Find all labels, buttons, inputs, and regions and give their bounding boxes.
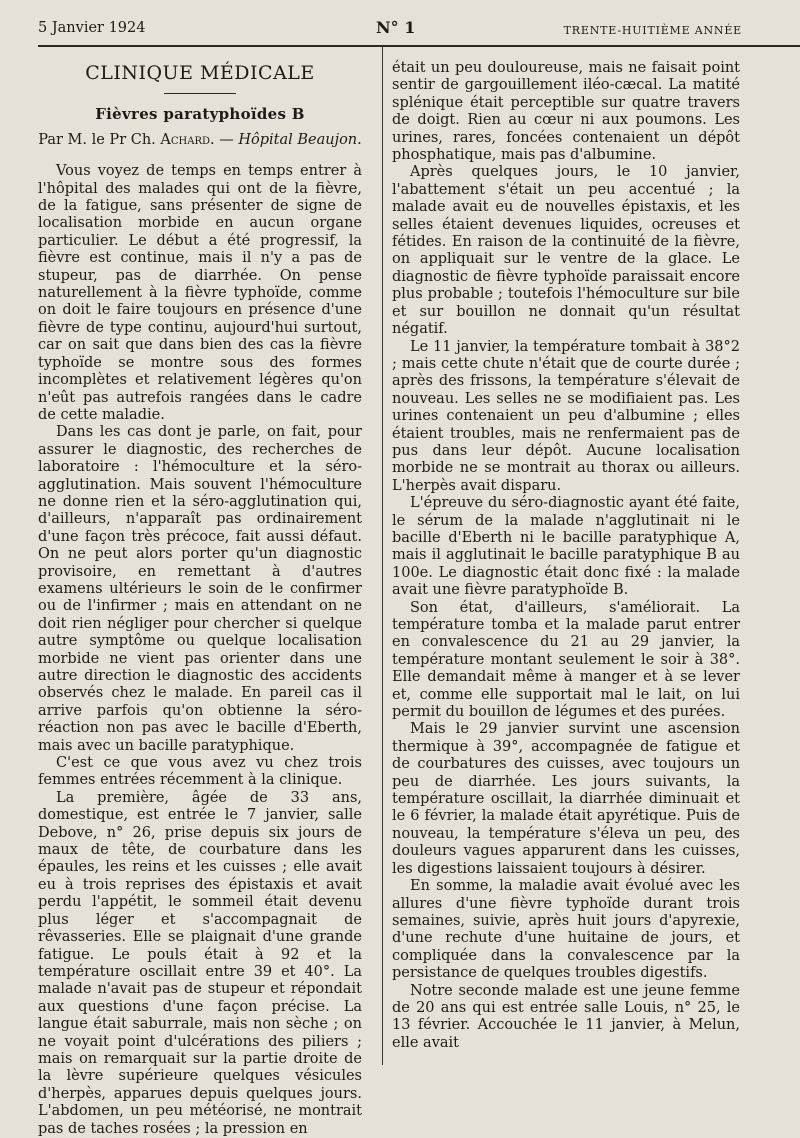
paragraph: Notre seconde malade est une jeune femme de 20 ans qui est entrée salle Louis, n° 25, le 13 février. Accouchée le 11 janvier, à Melun, elle avait [392, 982, 740, 1051]
paragraph: C'est ce que vous avez vu chez trois femmes entrées récemment à la clinique. [38, 755, 362, 789]
paragraph: L'épreuve du séro-diagnostic ayant été faite, le sérum de la malade n'agglutinait ni le bacille d'Eberth ni le bacille paratyphique A, mais il agglutinait le bacille paratyphique B au 100e. Le diagnostic était donc fixé : la malade avait une fièvre paratyphoïde B. [392, 495, 740, 599]
issue-date: 5 Janvier 1924 [38, 20, 146, 36]
paragraph: Son état, d'ailleurs, s'améliorait. La température tomba et la malade parut entrer en convalescence du 21 au 29 janvier, la température montant seulement le soir à 38°. Elle demandait même à manger et à se lever et, comme elle supportait mal le lait, on lui permit du bouillon de légumes et des purées. [392, 599, 740, 721]
column-divider [382, 47, 383, 1065]
hospital-name: Hôpital Beaujon. [238, 131, 362, 148]
byline-separator: . — [210, 131, 234, 148]
paragraph: Vous voyez de temps en temps entrer à l'hôpital des malades qui ont de la fièvre, de la fatigue, sans présenter de signe de localisation morbide en aucun organe particulier. Le début a été progressif, la fièvre est continue, mais il n'y a pas de stupeur, pas de diarrhée. On pense naturellement à la fièvre typhoïde, comme on doit le faire toujours en présence d'une fièvre de type continu, aujourd'hui surtout, car on sait que dans bien des cas la fièvre typhoïde se montre sous des formes incomplètes et relativement légères qu'on n'eût pas autrefois rangées dans le cadre de cette maladie. [38, 163, 362, 423]
volume-year: TRENTE-HUITIÈME ANNÉE [563, 24, 742, 37]
header-rule [38, 45, 800, 47]
left-column [38, 60, 362, 1138]
right-column [392, 60, 740, 1052]
issue-number: N° 1 [376, 18, 416, 37]
section-heading: CLINIQUE MÉDICALE [85, 62, 315, 84]
byline [38, 132, 362, 149]
paragraph: Dans les cas dont je parle, on fait, pour assurer le diagnostic, des recherches de laboratoire : l'hémoculture et la séro-agglutination. Mais souvent l'hémoculture ne donne rien et la séro-agglutination qui, d'ailleurs, n'apparaît pas ordinairement d'une façon très précoce, fait aussi défaut. On ne peut alors porter qu'un diagnostic provisoire, en remettant à d'autres examens ultérieurs le soin de le confirmer ou de l'infirmer ; mais en attendant on ne doit rien négliger pour chercher si quelque autre symptôme ou quelque localisation morbide ne vient pas orienter dans une autre direction le diagnostic des accidents observés chez le malade. En pareil cas il arrive parfois qu'on obtienne la séro-réaction non pas avec le bacille d'Eberth, mais avec un bacille paratyphique. [38, 424, 362, 754]
paragraph: était un peu douloureuse, mais ne faisait point sentir de gargouillement iléo-cæcal. La matité splénique était perceptible sur quatre travers de doigt. Rien au cœur ni aux poumons. Les urines, rares, foncées contenaient un dépôt phosphatique, mais pas d'albumine. [392, 60, 740, 164]
paragraph: La première, âgée de 33 ans, domestique, est entrée le 7 janvier, salle Debove, n° 26, prise depuis six jours de maux de tête, de courbature dans les épaules, les reins et les cuisses ; elle avait eu à trois reprises des épistaxis et avait perdu l'appétit, le sommeil était devenu plus léger et s'accompagnait de rêvasseries. Elle se plaignait d'une grande fatigue. Le pouls était à 92 et la température oscillait entre 39 et 40°. La malade n'avait pas de stupeur et répondait aux questions d'une façon précise. La langue était saburrale, mais non sèche ; on ne voyait point d'ulcérations des piliers ; mais on remarquait sur la partie droite de la lèvre supérieure quelques vésicules d'herpès, apparues depuis quelques jours. L'abdomen, un peu météorisé, ne montrait pas de taches rosées ; la pression en [38, 789, 362, 1137]
author-name: Achard [160, 131, 211, 148]
paragraph: Après quelques jours, le 10 janvier, l'abattement s'était un peu accentué ; la malade avait eu de nouvelles épistaxis, et les selles étaient devenues liquides, ocreuses et fétides. En raison de la continuité de la fièvre, on appliquait sur le ventre de la glace. Le diagnostic de fièvre typhoïde paraissait encore plus probable ; toutefois l'hémoculture sur bile et sur bouillon ne donnait qu'un résultat négatif. [392, 164, 740, 338]
byline-prefix: Par M. le Pr Ch. [38, 131, 156, 148]
paragraph: Mais le 29 janvier survint une ascension thermique à 39°, accompagnée de fatigue et de courbatures des cuisses, avec toujours un peu de diarrhée. Les jours suivants, la température oscillait, la diarrhée diminuait et le 6 février, la malade était apyrétique. Puis de nouveau, la température s'éleva un peu, des douleurs vagues apparurent dans les cuisses, les digestions laissaient toujours à désirer. [392, 721, 740, 877]
paragraph: En somme, la maladie avait évolué avec les allures d'une fièvre typhoïde durant trois semaines, suivie, après huit jours d'apyrexie, d'une rechute d'une huitaine de jours, et compliquée dans la convalescence par la persistance de quelques troubles digestifs. [392, 878, 740, 982]
running-header [0, 18, 800, 44]
title-rule [164, 93, 236, 94]
paragraph: Le 11 janvier, la température tombait à 38°2 ; mais cette chute n'était que de courte durée ; après des frissons, la température s'élevait de nouveau. Les selles ne se modifiaient pas. Les urines contenaient un peu d'albumine ; elles étaient troubles, mais ne renfermaient pas de pus dans leur dépôt. Aucune localisation morbide ne se montrait au thorax ou ailleurs. L'herpès avait disparu. [392, 338, 740, 494]
article-title: Fièvres paratyphoïdes B [95, 105, 305, 124]
